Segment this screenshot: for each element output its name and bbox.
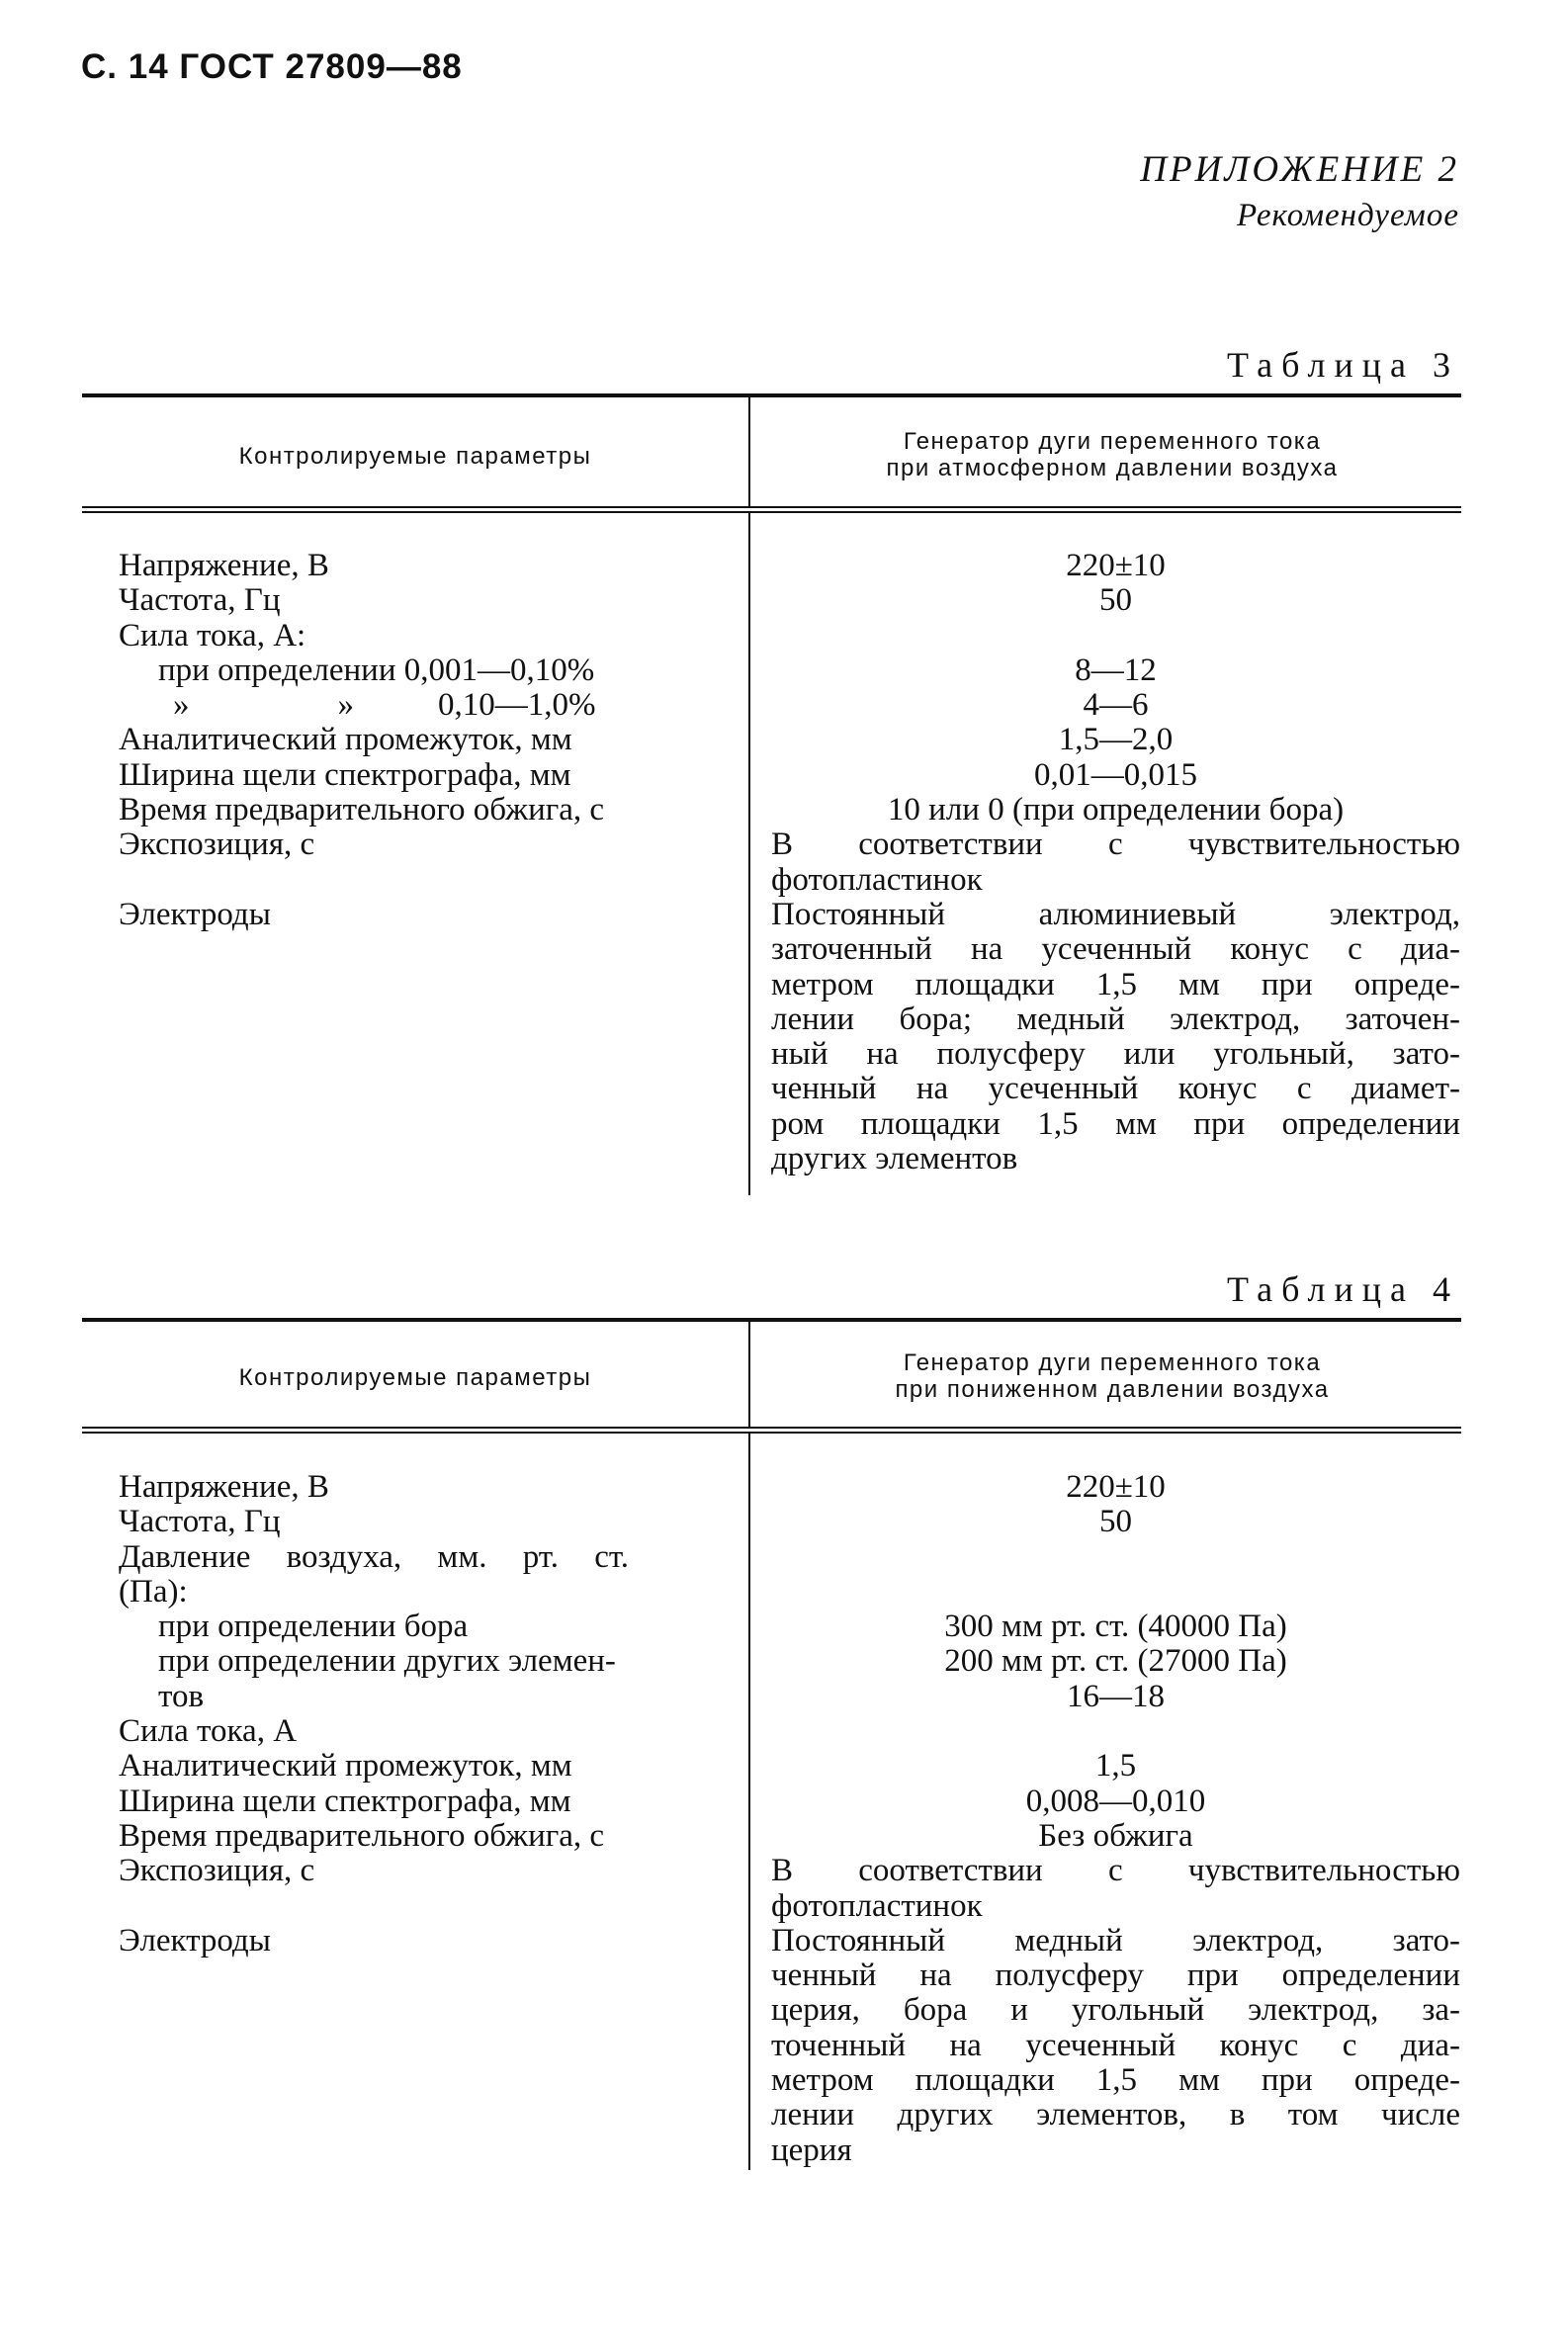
table-4-title: Таблица 4 <box>1227 1269 1459 1309</box>
value-exposure-line-1: В соответствии с чувствительностью <box>771 827 1460 863</box>
value-preburn: 10 или 0 (при определении бора) <box>887 792 1345 828</box>
value-electrodes-line: метром площадки 1,5 мм при опреде- <box>771 966 1460 1002</box>
param-electrodes: Электроды <box>119 1922 271 1958</box>
param-gap: Аналитический промежуток, мм <box>119 722 572 758</box>
param-current-a: при определении 0,001—0,10% <box>158 652 595 688</box>
table-4-top-rule <box>82 1318 1461 1322</box>
param-gap: Аналитический промежуток, мм <box>119 1748 572 1784</box>
value-electrodes-line: метром площадки 1,5 мм при опреде- <box>771 2062 1460 2099</box>
param-frequency: Частота, Гц <box>119 1504 281 1540</box>
value-current-a: 8—12 <box>1075 652 1157 688</box>
param-preburn: Время предварительного обжига, с <box>119 1817 605 1854</box>
param-current: Сила тока, А: <box>119 617 306 653</box>
table-4-values <box>771 1470 1460 2168</box>
param-current: Сила тока, А <box>119 1713 298 1750</box>
value-gap: 1,5—2,0 <box>1058 722 1174 758</box>
value-electrodes-line: заточенный на усеченный конус с диа- <box>771 931 1460 968</box>
appendix-subtitle: Рекомендуемое <box>1236 198 1459 233</box>
param-slit: Ширина щели спектрографа, мм <box>119 1783 571 1819</box>
page-header: С. 14 ГОСТ 27809—88 <box>81 47 463 86</box>
param-exposure: Экспозиция, с <box>119 827 315 863</box>
table-4-parameters <box>119 1470 717 1958</box>
table-3-header-rule-2 <box>82 511 1461 513</box>
value-gap: 1,5 <box>1094 1748 1137 1784</box>
param-exposure: Экспозиция, с <box>119 1853 315 1889</box>
value-frequency: 50 <box>1099 582 1132 619</box>
value-preburn: Без обжига <box>1038 1817 1193 1854</box>
value-electrodes-line: ром площадки 1,5 мм при определении <box>771 1105 1460 1142</box>
value-electrodes-line: Постоянный медный электрод, зато- <box>771 1922 1460 1958</box>
value-current: 16—18 <box>1067 1678 1165 1714</box>
table-4-header-divider <box>748 1322 750 1427</box>
value-electrodes-line: ченный на полусферу при определении <box>771 1958 1460 1994</box>
value-exposure-line-2: фотопластинок <box>771 861 983 898</box>
table-3-header-rule-1 <box>82 506 1461 508</box>
param-voltage: Напряжение, В <box>119 1469 329 1505</box>
value-electrodes-last: церия <box>771 2132 852 2168</box>
value-electrodes-line: точенный на усеченный конус с диа- <box>771 2027 1460 2063</box>
table-3-title: Таблица 3 <box>1227 345 1459 385</box>
param-current-b: » » 0,10—1,0% <box>173 687 596 724</box>
value-electrodes-line: ный на полусферу или угольный, зато- <box>771 1036 1460 1073</box>
table-3-header-divider <box>748 397 750 506</box>
value-exposure-line-2: фотопластинок <box>771 1887 983 1924</box>
table-3-top-rule <box>82 393 1461 397</box>
value-electrodes-line: Постоянный алюминиевый электрод, <box>771 896 1460 932</box>
value-pressure-other: 200 мм рт. ст. (27000 Па) <box>944 1643 1287 1680</box>
value-exposure-line-1: В соответствии с чувствительностью <box>771 1853 1460 1889</box>
param-preburn: Время предварительного обжига, с <box>119 792 605 828</box>
appendix-title: ПРИЛОЖЕНИЕ 2 <box>1140 149 1459 190</box>
param-frequency: Частота, Гц <box>119 582 281 619</box>
value-electrodes-line: ченный на усеченный конус с диамет- <box>771 1071 1460 1107</box>
table-3-body-divider <box>748 513 750 1195</box>
value-electrodes-line: лении бора; медный электрод, заточен- <box>771 1001 1460 1037</box>
value-voltage: 220±10 <box>1066 1469 1166 1505</box>
table-4-body-divider <box>748 1434 750 2170</box>
table-3-values <box>771 549 1460 1176</box>
value-voltage: 220±10 <box>1066 548 1166 583</box>
param-pressure-line-1: Давление воздуха, мм. рт. ст. <box>119 1538 630 1575</box>
param-electrodes: Электроды <box>119 896 271 932</box>
value-electrodes-last: других элементов <box>771 1141 1018 1177</box>
value-electrodes-line: лении других элементов, в том числе <box>771 2097 1460 2133</box>
param-pressure-boron: при определении бора <box>158 1609 469 1645</box>
table-4-col-right-header: Генератор дуги переменного тока при пониженном давлении воздуха <box>895 1349 1330 1403</box>
table-3-parameters <box>119 549 712 932</box>
param-pressure-other-line-2: тов <box>158 1678 205 1714</box>
table-4-header-rule-1 <box>82 1427 1461 1429</box>
value-current-b: 4—6 <box>1083 687 1149 724</box>
param-pressure-line-2: (Па): <box>119 1573 188 1610</box>
table-3-col-right-header: Генератор дуги переменного тока при атмосферном давлении воздуха <box>886 428 1339 481</box>
value-pressure-boron: 300 мм рт. ст. (40000 Па) <box>944 1609 1287 1645</box>
param-pressure-other-line-1: при определении других элемен- <box>158 1643 616 1680</box>
value-electrodes-line: церия, бора и угольный электрод, за- <box>771 1992 1460 2029</box>
param-slit: Ширина щели спектрографа, мм <box>119 756 571 793</box>
param-voltage: Напряжение, В <box>119 548 329 583</box>
table-3-col-left-header: Контролируемые параметры <box>238 443 592 470</box>
value-frequency: 50 <box>1099 1504 1132 1540</box>
table-4-col-left-header: Контролируемые параметры <box>238 1364 592 1391</box>
value-slit: 0,008—0,010 <box>1025 1783 1206 1819</box>
value-slit: 0,01—0,015 <box>1034 756 1197 793</box>
table-4-header-rule-2 <box>82 1432 1461 1434</box>
